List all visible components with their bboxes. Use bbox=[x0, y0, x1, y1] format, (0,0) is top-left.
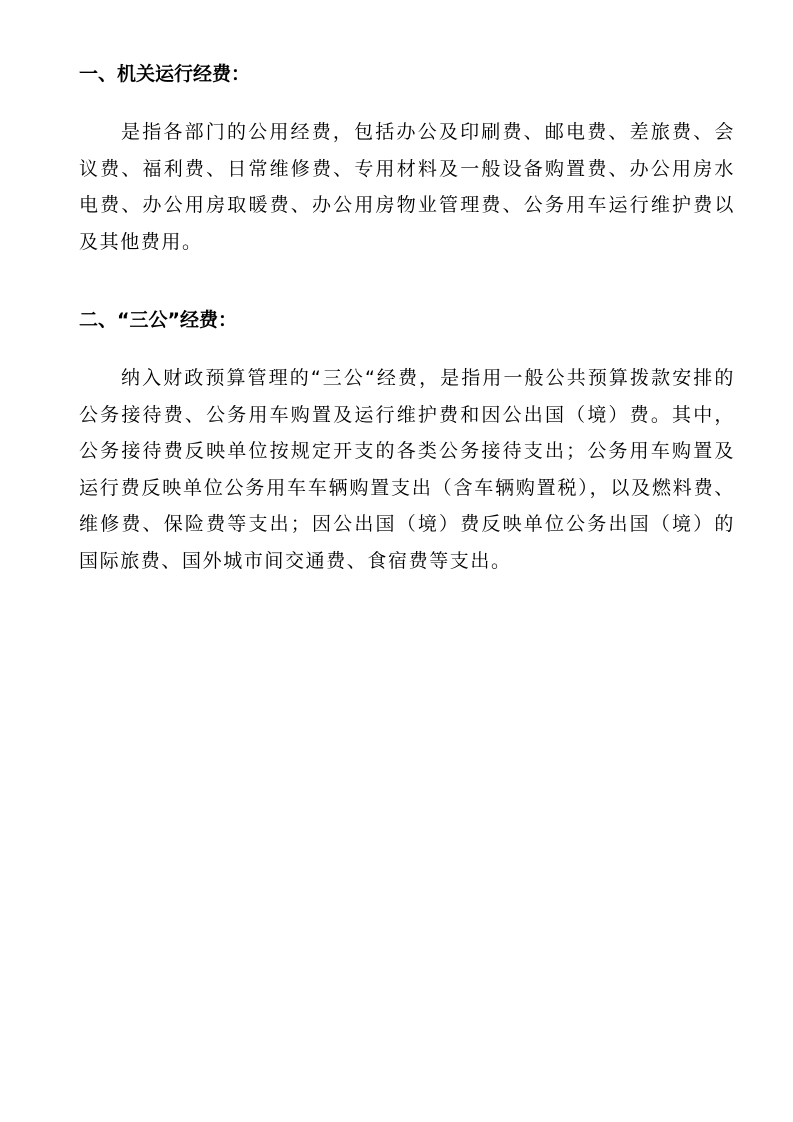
section-body-operating-expenses: 是指各部门的公用经费，包括办公及印刷费、邮电费、差旅费、会议费、福利费、日常维修费、专用材料及一般设备购置费、办公用房水电费、办公用房取暖费、办公用房物业管理费、公务用车运行维护费以及其他费用。 bbox=[79, 121, 735, 253]
section-body-three-public-expenses: 纳入财政预算管理的“三公“经费，是指用一般公共预算拨款安排的公务接待费、公务用车购置及运行维护费和因公出国（境）费。其中，公务接待费反映单位按规定开支的各类公务接待支出；公务用车购置及运行费反映单位公务用车车辆购置支出（含车辆购置税），以及燃料费、维修费、保险费等支出；因公出国（境）费反映单位公务出国（境）的国际旅费、国外城市间交通费、食宿费等支出。 bbox=[79, 367, 735, 572]
section-heading-operating-expenses: 一、机关运行经费： bbox=[79, 63, 251, 85]
section-heading-three-public-expenses: 二、“三公”经费： bbox=[79, 309, 237, 331]
